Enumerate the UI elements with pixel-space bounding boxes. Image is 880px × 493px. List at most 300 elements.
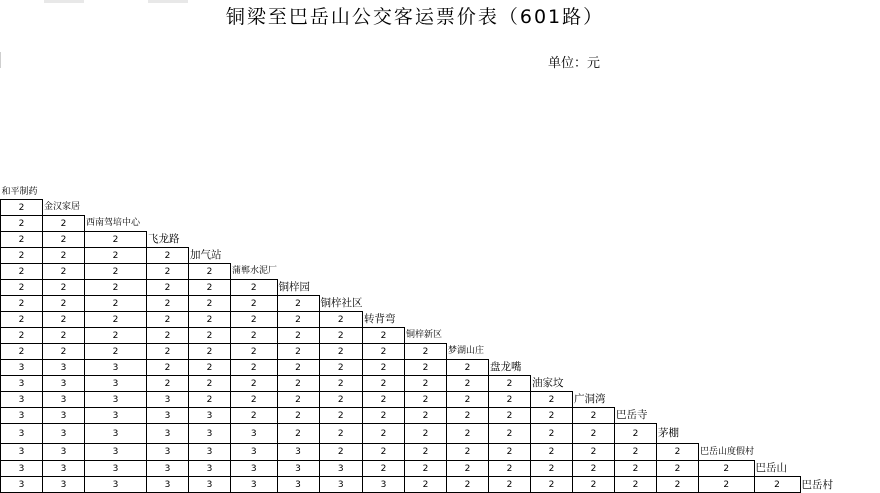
empty-cell [699,312,755,328]
empty-cell [531,216,573,232]
fare-cell: 2 [231,392,278,408]
empty-cell [699,360,755,376]
fare-cell: 2 [43,216,85,232]
fare-cell: 2 [43,232,85,248]
table-row [1,461,847,477]
fare-cell: 2 [363,461,405,477]
empty-cell [489,216,531,232]
empty-cell [489,296,531,312]
empty-cell [699,248,755,264]
fare-cell: 2 [1,312,43,328]
empty-cell [531,360,573,376]
empty-cell [800,232,846,248]
fare-cell: 3 [189,477,231,493]
empty-cell [754,424,800,444]
empty-cell [447,248,489,264]
fare-cell: 2 [319,444,363,461]
fare-cell: 2 [489,392,531,408]
fare-table [0,184,847,493]
fare-cell: 2 [43,312,85,328]
fare-cell: 3 [85,477,147,493]
fare-cell: 3 [1,477,43,493]
fare-cell: 2 [363,360,405,376]
fare-cell: 2 [319,392,363,408]
fare-cell: 2 [1,280,43,296]
fare-cell: 2 [231,328,278,344]
empty-cell [699,184,755,200]
fare-cell: 2 [277,360,319,376]
fare-cell: 3 [189,444,231,461]
fare-cell: 2 [147,264,189,280]
empty-cell [754,184,800,200]
station-name: 巴岳寺 [616,409,648,422]
station-name: 巴岳山度假村 [700,446,755,457]
fare-cell: 2 [405,444,447,461]
station-name: 梦湖山庄 [448,346,485,357]
fare-cell: 2 [189,344,231,360]
fare-cell: 3 [147,408,189,424]
fare-cell: 3 [231,461,278,477]
empty-cell [699,392,755,408]
empty-cell [657,232,699,248]
empty-cell [447,280,489,296]
empty-cell [657,296,699,312]
empty-cell [363,184,405,200]
fare-cell: 2 [43,344,85,360]
fare-cell: 2 [657,477,699,493]
fare-cell: 3 [319,477,363,493]
empty-cell [447,184,489,200]
empty-cell [800,392,846,408]
empty-cell [319,248,363,264]
empty-cell [754,392,800,408]
fare-cell: 2 [405,360,447,376]
fare-cell: 3 [231,424,278,444]
fare-cell: 2 [43,264,85,280]
empty-cell [800,344,846,360]
fare-cell: 3 [1,408,43,424]
fare-cell: 2 [573,444,615,461]
empty-cell [531,184,573,200]
empty-cell [573,216,615,232]
empty-cell [277,184,319,200]
fare-cell: 2 [231,280,278,296]
fare-cell: 2 [531,461,573,477]
empty-cell [319,280,363,296]
table-row [1,312,847,328]
station-name: 加气站 [190,249,222,262]
empty-cell [615,328,657,344]
fare-cell: 2 [231,312,278,328]
empty-cell [800,408,846,424]
empty-cell [277,248,319,264]
empty-cell [657,376,699,392]
fare-cell: 2 [447,444,489,461]
fare-cell: 2 [147,376,189,392]
fare-cell: 2 [85,328,147,344]
empty-cell [800,312,846,328]
empty-cell [405,248,447,264]
fare-cell: 3 [85,360,147,376]
station-name: 油家坟 [532,377,564,390]
fare-cell: 2 [277,312,319,328]
fare-cell: 2 [147,328,189,344]
empty-cell [615,392,657,408]
empty-cell [615,296,657,312]
fare-cell: 2 [189,312,231,328]
fare-cell: 3 [43,376,85,392]
empty-cell [800,444,846,461]
empty-cell [800,424,846,444]
fare-cell: 2 [405,376,447,392]
fare-cell: 2 [363,444,405,461]
fare-cell: 2 [489,424,531,444]
empty-cell [231,216,278,232]
fare-cell: 2 [319,424,363,444]
empty-cell [531,264,573,280]
empty-cell [573,360,615,376]
fare-cell: 2 [573,477,615,493]
empty-cell [489,328,531,344]
empty-cell [447,312,489,328]
table-row [1,216,847,232]
fare-cell: 2 [1,296,43,312]
fare-cell: 2 [85,264,147,280]
empty-cell [405,184,447,200]
fare-cell: 2 [447,477,489,493]
station-name: 西南驾培中心 [86,218,141,229]
empty-cell [531,328,573,344]
fare-cell: 2 [43,328,85,344]
empty-cell [800,248,846,264]
empty-cell [657,264,699,280]
empty-cell [754,408,800,424]
fare-cell: 3 [277,477,319,493]
empty-cell [800,376,846,392]
empty-cell [531,296,573,312]
fare-cell: 2 [657,444,699,461]
fare-cell: 2 [231,376,278,392]
empty-cell [800,296,846,312]
empty-cell [405,232,447,248]
fare-cell: 3 [1,424,43,444]
fare-cell: 2 [405,477,447,493]
fare-cell: 3 [277,444,319,461]
fare-cell: 2 [531,444,573,461]
station-name: 盘龙嘴 [490,361,522,374]
empty-cell [319,200,363,216]
fare-cell: 2 [1,344,43,360]
unit-label: 单位：元 [548,56,601,71]
empty-cell [573,248,615,264]
fare-cell: 2 [531,408,573,424]
fare-cell: 2 [405,344,447,360]
empty-cell [615,200,657,216]
empty-cell [447,264,489,280]
empty-cell [657,200,699,216]
empty-cell [319,184,363,200]
fare-cell: 2 [447,408,489,424]
empty-cell [189,200,231,216]
fare-cell: 2 [489,408,531,424]
fare-cell: 2 [189,296,231,312]
empty-cell [699,280,755,296]
empty-cell [615,184,657,200]
fare-cell: 2 [319,344,363,360]
fare-cell: 2 [615,461,657,477]
fare-cell: 3 [147,444,189,461]
empty-cell [615,216,657,232]
fare-cell: 2 [189,328,231,344]
table-row [1,392,847,408]
fare-cell: 2 [615,444,657,461]
empty-cell [277,232,319,248]
fare-cell: 2 [699,477,755,493]
empty-cell [405,296,447,312]
empty-cell [754,264,800,280]
table-row [1,477,847,493]
table-row [1,200,847,216]
empty-cell [363,264,405,280]
fare-cell: 2 [277,376,319,392]
empty-cell [754,344,800,360]
empty-cell [800,200,846,216]
fare-cell: 2 [363,328,405,344]
fare-cell: 2 [43,280,85,296]
fare-cell: 2 [189,264,231,280]
fare-cell: 3 [1,376,43,392]
empty-cell [573,344,615,360]
empty-cell [85,184,147,200]
fare-cell: 2 [189,376,231,392]
table-row [1,264,847,280]
page-title: 铜梁至巴岳山公交客运票价表（601路） [225,6,605,28]
fare-cell: 2 [699,461,755,477]
fare-cell: 3 [43,392,85,408]
empty-cell [699,296,755,312]
empty-cell [319,216,363,232]
table-row [1,408,847,424]
table-row [1,232,847,248]
fare-cell: 2 [147,296,189,312]
empty-cell [489,312,531,328]
fare-cell: 2 [1,232,43,248]
table-row [1,376,847,392]
table-row [1,328,847,344]
fare-cell: 2 [447,360,489,376]
empty-cell [754,296,800,312]
table-row [1,280,847,296]
station-name: 金汉家居 [44,202,81,213]
fare-cell: 2 [1,248,43,264]
page-edge-mark [0,52,1,68]
empty-cell [489,184,531,200]
fare-cell: 2 [85,232,147,248]
empty-cell [657,248,699,264]
fare-cell: 2 [531,424,573,444]
fare-cell: 2 [615,477,657,493]
table-row [1,296,847,312]
empty-cell [800,461,846,477]
empty-cell [657,408,699,424]
empty-cell [573,280,615,296]
empty-cell [277,216,319,232]
empty-cell [657,392,699,408]
empty-cell [43,184,85,200]
empty-cell [800,360,846,376]
fare-cell: 2 [85,312,147,328]
table-row [1,444,847,461]
fare-cell: 3 [85,444,147,461]
empty-cell [189,232,231,248]
empty-cell [447,216,489,232]
fare-cell: 2 [754,477,800,493]
table-row [1,248,847,264]
empty-cell [147,216,189,232]
fare-cell: 2 [189,392,231,408]
fare-cell: 2 [531,477,573,493]
empty-cell [363,280,405,296]
fare-cell: 3 [1,392,43,408]
fare-cell: 3 [277,461,319,477]
fare-cell: 2 [319,328,363,344]
fare-cell: 2 [489,461,531,477]
fare-cell: 2 [189,280,231,296]
fare-cell: 2 [85,280,147,296]
fare-cell: 3 [85,408,147,424]
empty-cell [615,312,657,328]
fare-cell: 2 [43,248,85,264]
empty-cell [573,312,615,328]
empty-cell [277,264,319,280]
empty-cell [405,216,447,232]
station-name: 铜梓新区 [406,330,443,341]
fare-cell: 2 [277,408,319,424]
station-name: 转背弯 [364,313,396,326]
fare-cell: 2 [43,296,85,312]
empty-cell [231,232,278,248]
fare-cell: 2 [447,392,489,408]
empty-cell [363,200,405,216]
empty-cell [573,264,615,280]
fare-cell: 2 [657,461,699,477]
empty-cell [800,280,846,296]
empty-cell [800,216,846,232]
fare-cell: 2 [85,248,147,264]
empty-cell [531,312,573,328]
empty-cell [489,232,531,248]
station-name: 铜梓社区 [320,297,363,310]
station-name: 巴岳山 [755,462,788,475]
fare-cell: 2 [147,312,189,328]
fare-cell: 2 [319,408,363,424]
empty-cell [615,264,657,280]
fare-cell: 2 [231,360,278,376]
empty-cell [231,248,278,264]
fare-cell: 2 [189,360,231,376]
fare-cell: 2 [363,392,405,408]
empty-cell [615,280,657,296]
empty-cell [615,232,657,248]
empty-cell [363,296,405,312]
empty-cell [699,424,755,444]
empty-cell [800,184,846,200]
empty-cell [800,328,846,344]
empty-cell [405,312,447,328]
empty-cell [147,184,189,200]
empty-cell [531,232,573,248]
fare-cell: 3 [85,424,147,444]
empty-cell [573,200,615,216]
empty-cell [447,200,489,216]
fare-cell: 3 [231,477,278,493]
empty-cell [754,312,800,328]
station-name: 广洞湾 [574,393,606,406]
empty-cell [657,328,699,344]
fare-cell: 2 [1,328,43,344]
fare-cell: 2 [489,477,531,493]
empty-cell [657,280,699,296]
fare-cell: 2 [319,376,363,392]
empty-cell [754,444,800,461]
fare-cell: 2 [363,424,405,444]
empty-cell [573,184,615,200]
fare-cell: 2 [277,296,319,312]
fare-cell: 2 [405,424,447,444]
fare-cell: 3 [1,461,43,477]
fare-cell: 3 [1,360,43,376]
fare-cell: 3 [147,424,189,444]
fare-cell: 3 [319,461,363,477]
empty-cell [699,344,755,360]
fare-cell: 2 [231,344,278,360]
empty-cell [754,216,800,232]
empty-cell [657,360,699,376]
fare-cell: 2 [147,280,189,296]
empty-cell [531,280,573,296]
fare-cell: 2 [363,376,405,392]
empty-cell [189,184,231,200]
fare-cell: 3 [43,444,85,461]
table-row [1,424,847,444]
empty-cell [531,248,573,264]
empty-cell [699,328,755,344]
empty-cell [189,216,231,232]
fare-cell: 3 [43,477,85,493]
fare-cell: 2 [147,344,189,360]
fare-cell: 2 [447,461,489,477]
empty-cell [447,232,489,248]
fare-cell: 2 [573,408,615,424]
empty-cell [405,280,447,296]
fare-cell: 2 [277,328,319,344]
station-name: 巴岳村 [801,478,834,491]
fare-cell: 2 [231,408,278,424]
table-row [1,344,847,360]
empty-cell [447,296,489,312]
fare-cell: 3 [363,477,405,493]
fare-cell: 2 [489,376,531,392]
station-name: 蒲郸水泥厂 [232,266,278,277]
empty-cell [531,200,573,216]
empty-cell [489,248,531,264]
fare-cell: 3 [1,444,43,461]
empty-cell [363,232,405,248]
empty-cell [319,264,363,280]
fare-cell: 3 [189,424,231,444]
empty-cell [754,200,800,216]
empty-cell [573,328,615,344]
